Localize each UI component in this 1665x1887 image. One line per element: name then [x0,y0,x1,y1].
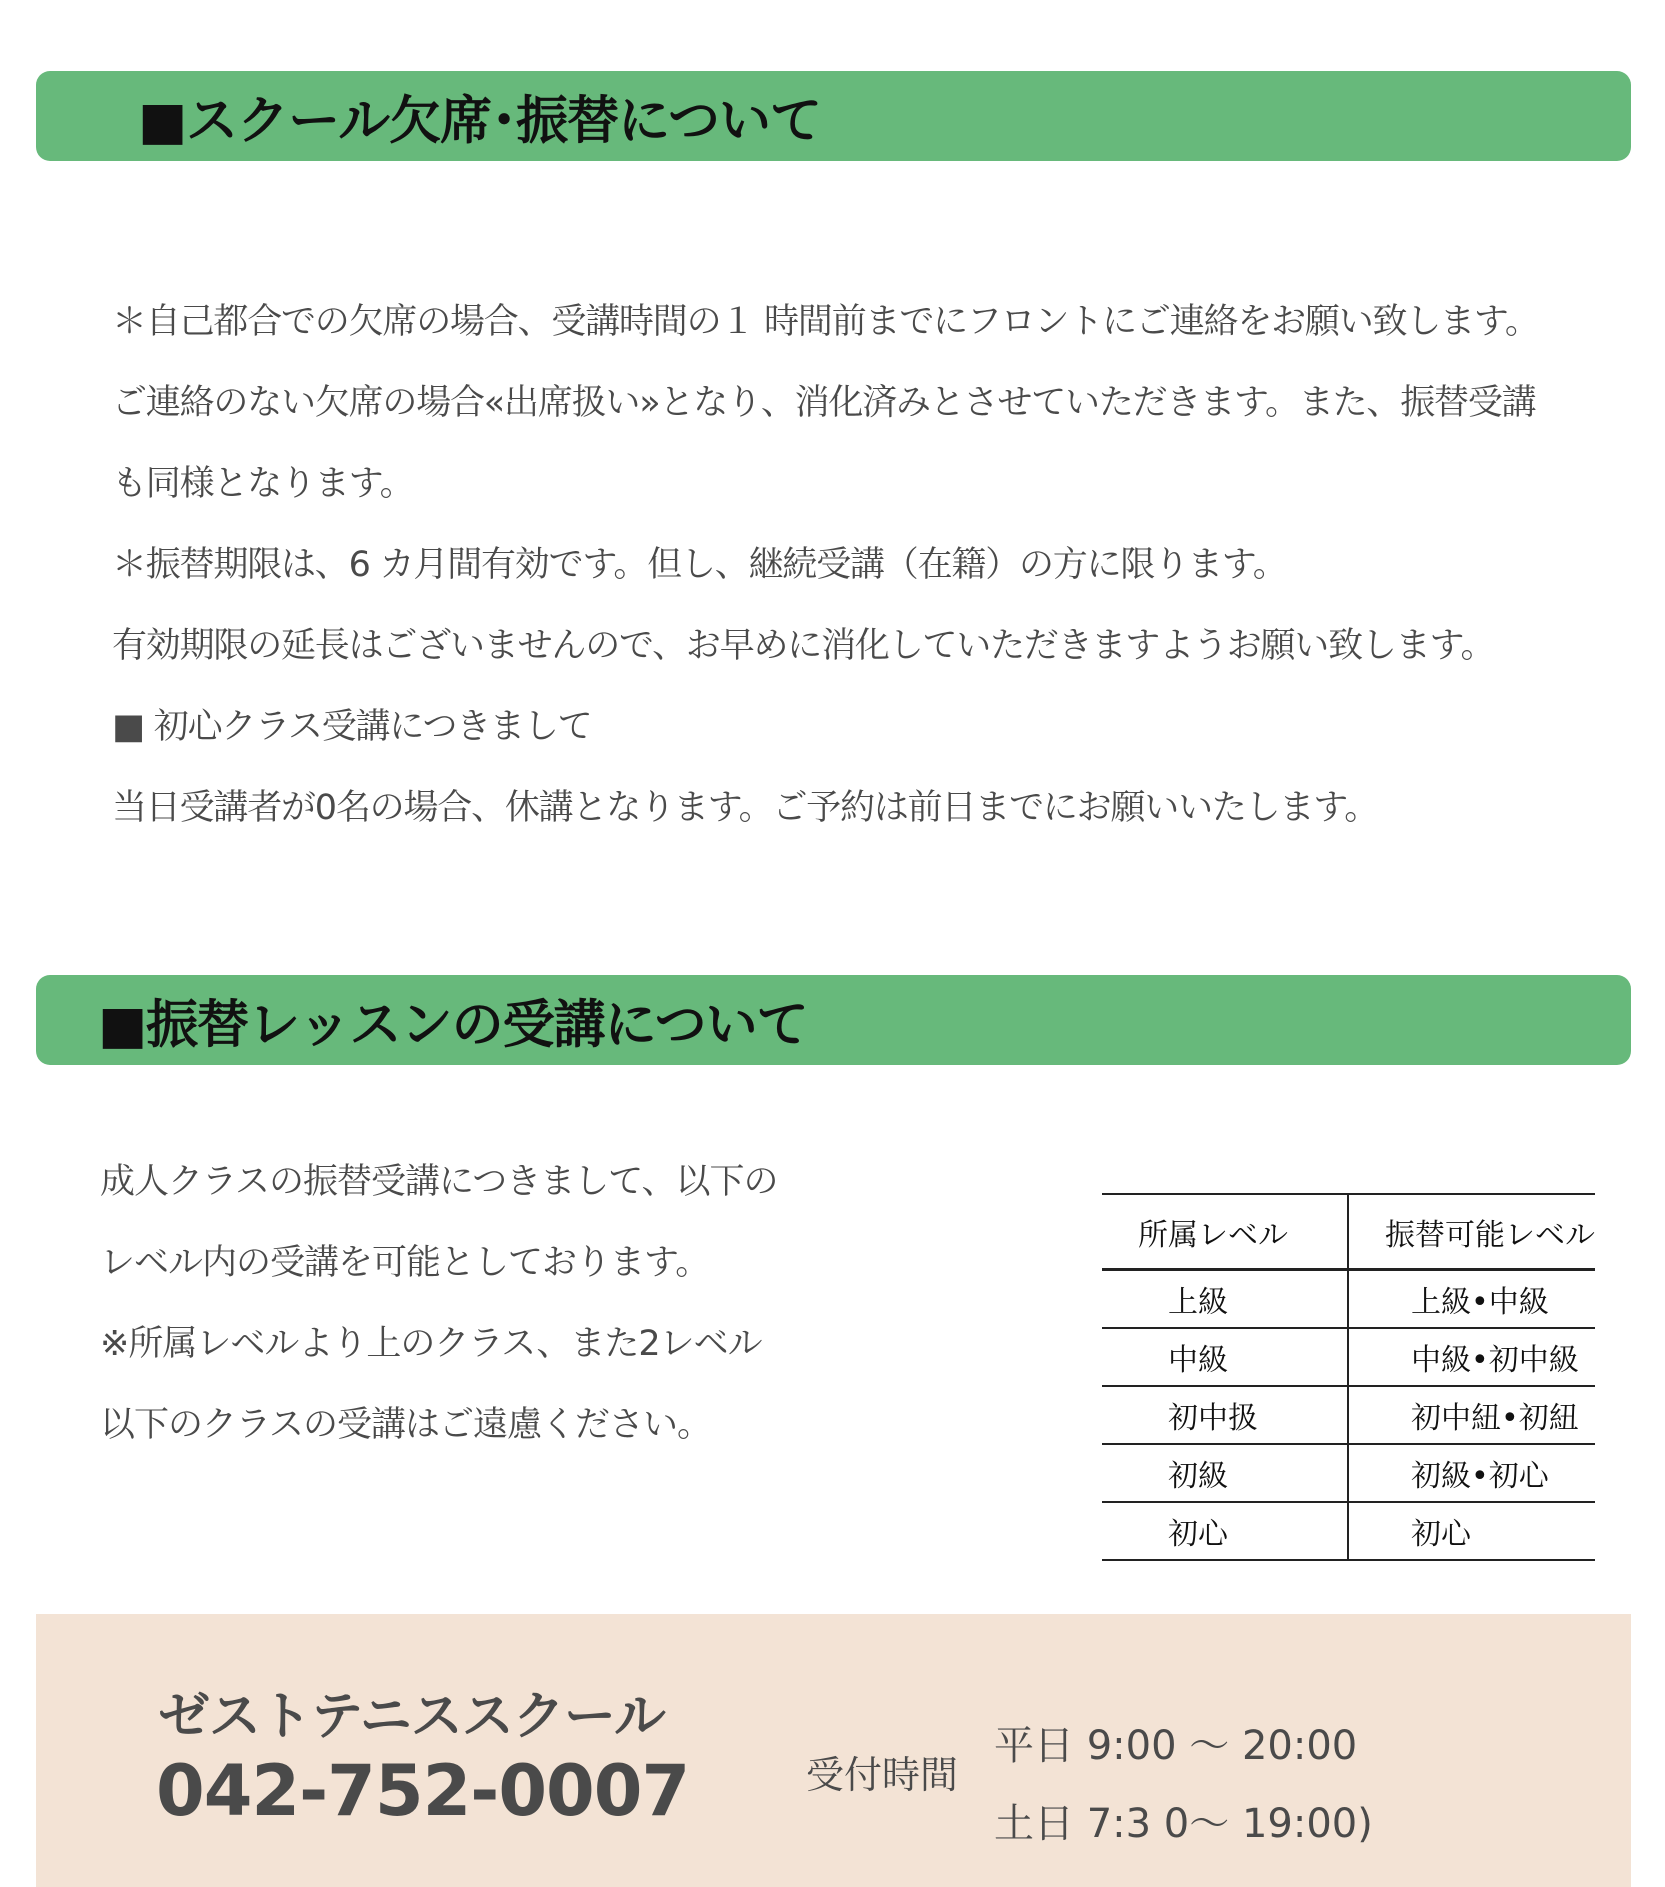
policy-line: ＊振替期限は、6 カ月間有効です。但し、継続受講（在籍）の方に限ります。 [112,545,1287,585]
table-row [1102,1270,1595,1329]
table-row [1102,1386,1595,1444]
hours-weekend: 土日 7:3 0～ 19:00) [994,1801,1373,1847]
policy-line: ＊自己都合での欠席の場合、受講時間の１ 時間前までにフロントにご連絡をお願い致します。 [112,302,1539,342]
header-makeup-level: 振替可能レベル [1348,1194,1595,1270]
policy-line: ご連絡のない欠席の場合«出席扱い»となり、消化済みとさせていただきます。また、振替受講 [112,383,1536,423]
contact-footer [36,1614,1631,1887]
cell-current-level: 初級 [1102,1444,1348,1502]
table-row [1102,1328,1595,1386]
makeup-policy-text [100,1142,778,1466]
table-header-row [1102,1194,1595,1270]
policy-line: ※所属レベルより上のクラス、また2レベル [100,1324,762,1364]
absence-policy-text [112,282,1539,849]
section-title-makeup: ■振替レッスンの受講について [98,995,808,1056]
hours-weekday: 平日 9:00 ～ 20:00 [994,1723,1358,1769]
phone-number[interactable]: 042-752-0007 [156,1750,690,1832]
table-row [1102,1502,1595,1560]
school-name: ゼストテニススクール [158,1687,665,1747]
section-header-makeup [36,975,1631,1065]
cell-makeup-level: 中級•初中級 [1348,1328,1595,1386]
cell-makeup-level: 初心 [1348,1502,1595,1560]
policy-line: 以下のクラスの受講はご遠慮ください。 [100,1405,711,1445]
cell-makeup-level: 初級•初心 [1348,1444,1595,1502]
policy-line: 当日受講者が0名の場合、休講となります。ご予約は前日までにお願いいたします。 [112,788,1379,828]
section-title-absence: ■スクール欠席･振替について [138,91,822,152]
policy-line: 有効期限の延長はございませんので、お早めに消化していただきますようお願い致します。 [112,626,1495,666]
cell-makeup-level: 初中紐•初紐 [1348,1386,1595,1444]
policy-line: も同様となります。 [112,464,414,504]
cell-makeup-level: 上級•中級 [1348,1270,1595,1329]
cell-current-level: 上級 [1102,1270,1348,1329]
table-row [1102,1444,1595,1502]
header-current-level: 所属レベル [1102,1194,1348,1270]
cell-current-level: 初中扱 [1102,1386,1348,1444]
reception-hours [994,1707,1373,1863]
policy-line: 成人クラスの振替受講につきまして、以下の [100,1162,778,1202]
cell-current-level: 中級 [1102,1328,1348,1386]
level-table [1102,1193,1595,1561]
policy-line: レベル内の受講を可能としております。 [100,1243,710,1283]
policy-line: ■ 初心クラス受講につきまして [112,707,592,747]
section-header-absence [36,71,1631,161]
reception-hours-label: 受付時間 [806,1753,959,1797]
cell-current-level: 初心 [1102,1502,1348,1560]
